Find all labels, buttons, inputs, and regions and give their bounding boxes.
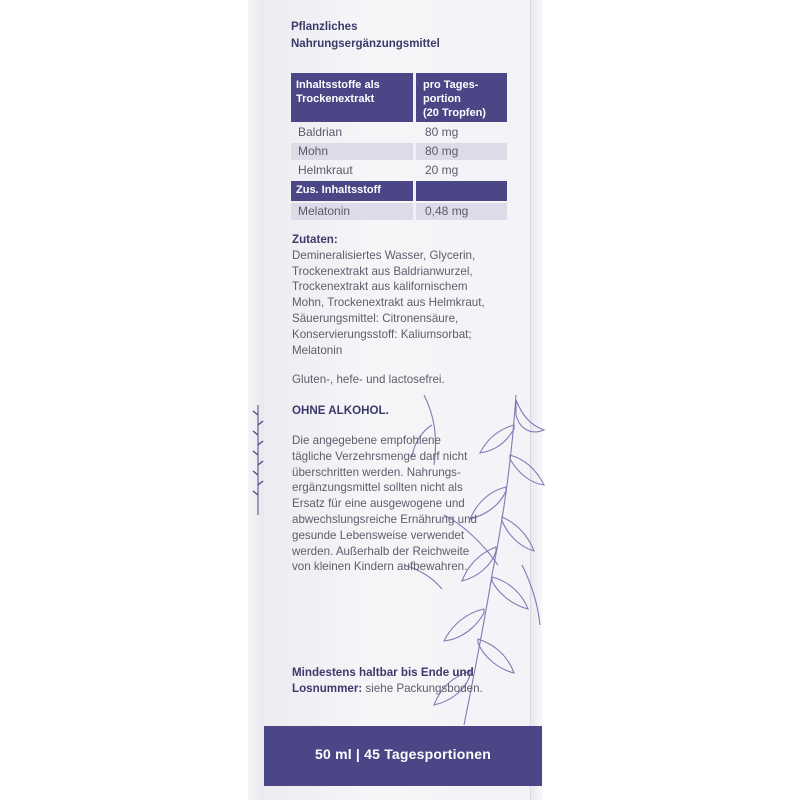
ingredients-line: Mohn, Trockenextrakt aus Helmkraut, [292, 296, 485, 310]
ingredients-line: Säuerungsmittel: Citronensäure, [292, 311, 459, 325]
ingredients-line: Konservierungsstoff: Kaliumsorbat; [292, 327, 472, 341]
free-from-note: Gluten-, hefe- und lactosefrei. [292, 373, 445, 386]
table-head-col2-line2: portion [423, 93, 461, 105]
lot-number-label: Losnummer: [292, 681, 363, 695]
table-head-col1-line1: Inhaltsstoffe als [296, 79, 380, 91]
warning-line: Die angegebene empfohlene [292, 434, 441, 447]
header-line-2: Nahrungsergänzungsmittel [291, 38, 440, 50]
table-head-per-day [423, 78, 507, 120]
table-cell-value: 0,48 mg [425, 204, 469, 218]
subheader-divider [413, 181, 416, 201]
warning-line: werden. Außerhalb der Reichweite [292, 544, 470, 558]
table-cell-value: 80 mg [425, 144, 459, 158]
warning-line: abwechslungsreiche Ernährung und [292, 512, 477, 526]
ingredients-title: Zutaten: [292, 233, 338, 246]
table-cell-name: Mohn [298, 144, 329, 158]
ingredients-section [292, 232, 524, 358]
table-header-divider [413, 73, 416, 122]
ingredients-line: Melatonin [292, 343, 343, 357]
table-head-col1-line2: Trockenextrakt [296, 93, 375, 105]
product-header [291, 19, 521, 53]
best-before-line: Mindestens haltbar bis Ende und [292, 666, 474, 679]
warning-line: Ersatz für eine ausgewogene und [292, 497, 465, 511]
table-cell-value: 20 mg [425, 163, 459, 177]
warning-line: ergänzungsmittel sollten nicht als [292, 481, 463, 495]
ingredients-line: Trockenextrakt aus Baldrianwurzel, [292, 264, 473, 278]
warning-line: überschritten werden. Nahrungs- [292, 465, 461, 479]
table-cell-value: 80 mg [425, 125, 459, 139]
table-head-ingredient [296, 78, 412, 106]
plant-decoration-side [252, 405, 264, 515]
table-cell-name: Baldrian [298, 125, 343, 139]
best-before-section [292, 665, 532, 697]
no-alcohol-note: OHNE ALKOHOL. [292, 404, 389, 417]
row-divider [413, 143, 416, 160]
warning-line: von kleinen Kindern aufbewahren. [292, 560, 468, 574]
lot-number-text: siehe Packungsboden. [362, 681, 483, 695]
table-subheader-label: Zus. Inhaltsstoff [296, 184, 381, 196]
ingredients-line: Trockenextrakt aus kalifornischem [292, 280, 468, 294]
warning-section [292, 433, 524, 575]
warning-line: tägliche Verzehrsmenge darf nicht [292, 449, 468, 463]
table-cell-name: Helmkraut [298, 163, 353, 177]
table-head-col2-line1: pro Tages- [423, 79, 479, 91]
table-cell-name: Melatonin [298, 204, 351, 218]
lot-number-line [292, 681, 532, 697]
footer-volume-text: 50 ml | 45 Tagesportionen [315, 746, 491, 762]
background-right [542, 0, 800, 800]
ingredients-line: Demineralisiertes Wasser, Glycerin, [292, 248, 476, 262]
box-side-panel [248, 0, 265, 800]
background-left [0, 0, 262, 800]
warning-line: gesunde Lebensweise verwendet [292, 528, 465, 542]
header-line-1: Pflanzliches [291, 21, 358, 33]
row-divider [413, 203, 416, 220]
table-head-col2-line3: (20 Tropfen) [423, 107, 486, 119]
